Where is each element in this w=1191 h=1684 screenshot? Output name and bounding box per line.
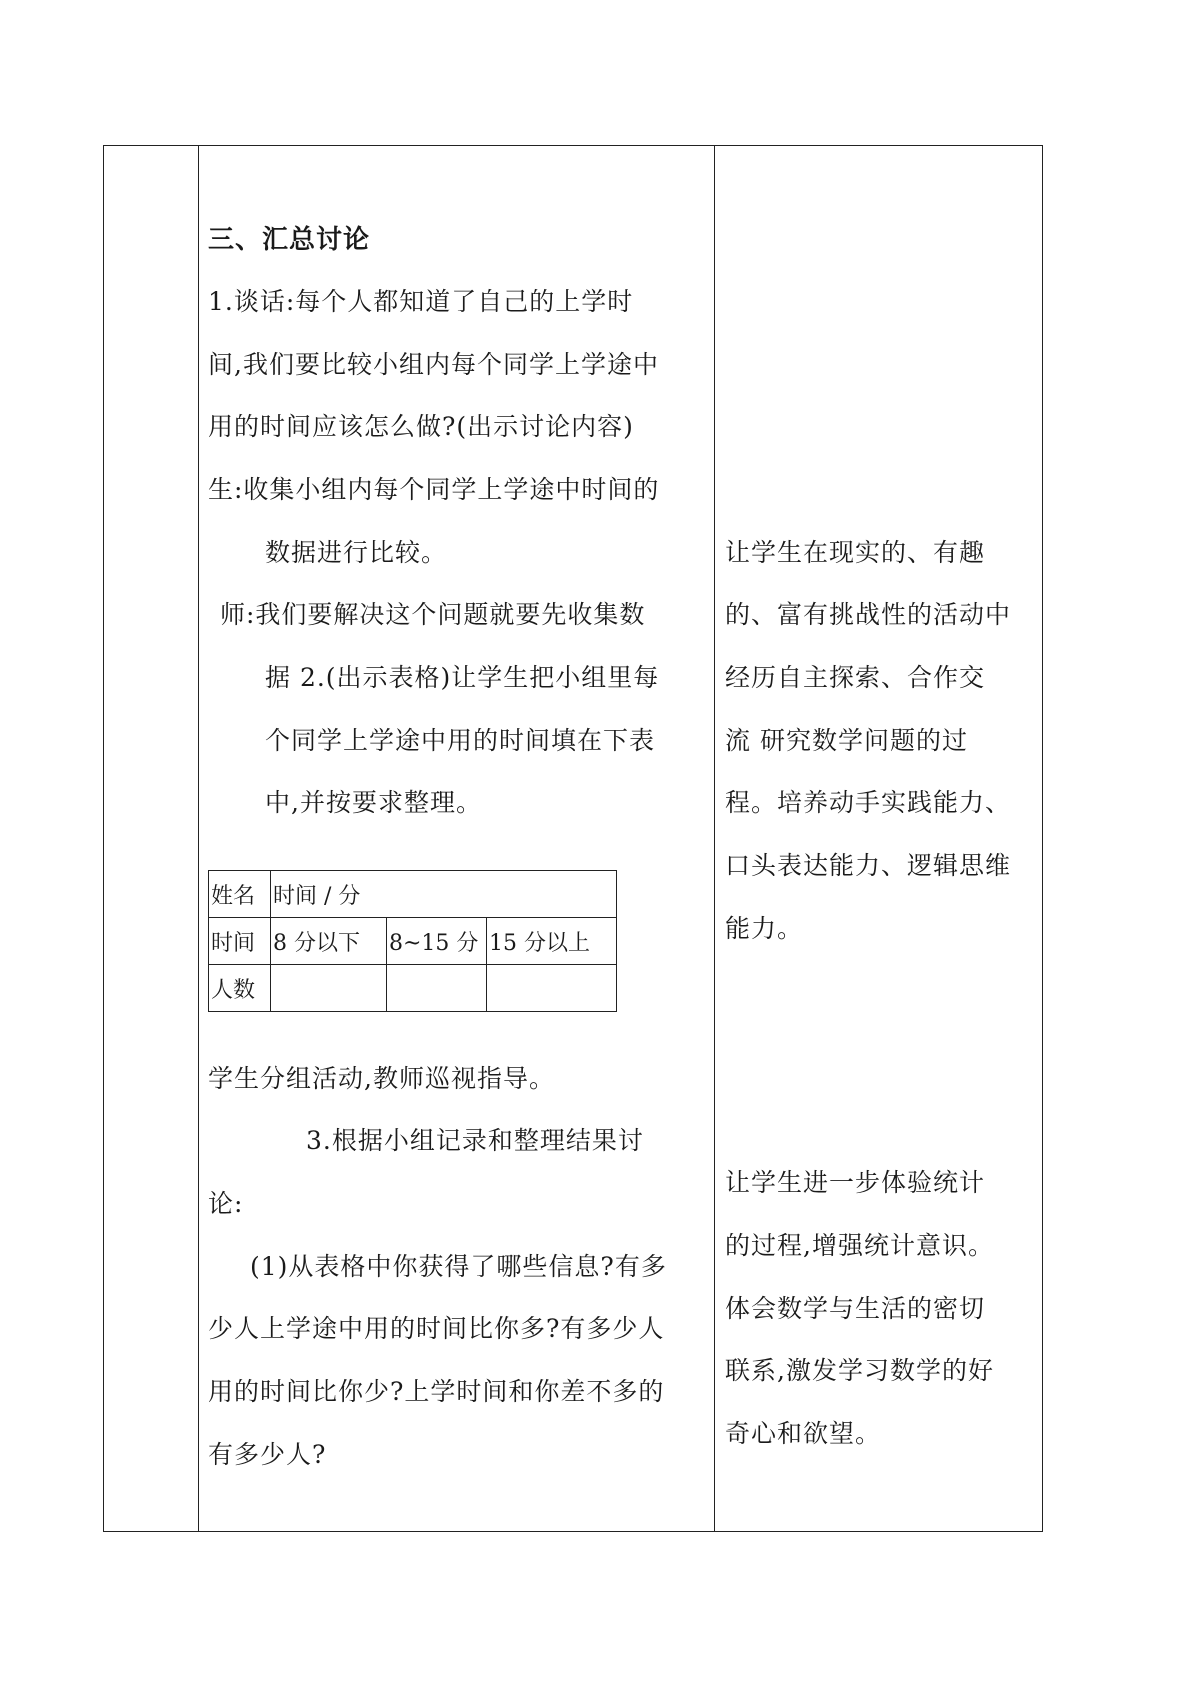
table-cell — [271, 965, 387, 1012]
note-line: 体会数学与生活的密切 — [725, 1294, 986, 1323]
table-row — [209, 871, 617, 918]
note-line: 能力。 — [725, 914, 804, 943]
main-line: 用的时间应该怎么做?(出示讨论内容) — [208, 412, 634, 441]
main-line: 个同学上学途中用的时间填在下表 — [265, 726, 656, 755]
table-cell — [387, 965, 487, 1012]
note-line: 的过程,增强统计意识。 — [725, 1231, 994, 1260]
table-cell: 15 分以上 — [487, 918, 617, 965]
table-row — [209, 918, 617, 965]
note-line: 程。培养动手实践能力、 — [725, 788, 1012, 817]
main-line: 3.根据小组记录和整理结果讨 — [306, 1126, 644, 1155]
main-line: 据 2.(出示表格)让学生把小组里每 — [265, 663, 660, 692]
note-line: 让学生进一步体验统计 — [725, 1168, 986, 1197]
main-line: 间,我们要比较小组内每个同学上学途中 — [208, 350, 659, 379]
note-line: 流 研究数学问题的过 — [725, 726, 968, 755]
main-line: 论: — [208, 1189, 244, 1218]
main-line: (1)从表格中你获得了哪些信息?有多 — [250, 1252, 667, 1281]
main-line: 学生分组活动,教师巡视指导。 — [208, 1064, 555, 1093]
main-line: 少人上学途中用的时间比你多?有多少人 — [208, 1314, 665, 1343]
column-divider-right — [714, 146, 715, 1531]
table-cell: 姓名 — [209, 871, 271, 918]
note-line: 经历自主探索、合作交 — [725, 663, 986, 692]
time-survey-table — [208, 870, 617, 1012]
table-cell — [487, 965, 617, 1012]
main-line: 师:我们要解决这个问题就要先收集数 — [220, 600, 646, 629]
main-line: 生:收集小组内每个同学上学途中时间的 — [208, 475, 660, 504]
main-line: 有多少人? — [208, 1440, 327, 1469]
main-line: 数据进行比较。 — [265, 538, 448, 567]
note-line: 让学生在现实的、有趣 — [725, 538, 986, 567]
main-line: 1.谈话:每个人都知道了自己的上学时 — [208, 287, 634, 316]
table-row — [209, 965, 617, 1012]
note-line: 联系,激发学习数学的好 — [725, 1356, 994, 1385]
table-cell: 时间 — [209, 918, 271, 965]
note-line: 的、富有挑战性的活动中 — [725, 600, 1012, 629]
main-line: 用的时间比你少?上学时间和你差不多的 — [208, 1377, 665, 1406]
table-cell: 人数 — [209, 965, 271, 1012]
main-line: 中,并按要求整理。 — [265, 788, 482, 817]
table-cell: 8~15 分 — [387, 918, 487, 965]
column-divider-left — [198, 146, 199, 1531]
table-cell: 8 分以下 — [271, 918, 387, 965]
note-line: 口头表达能力、逻辑思维 — [725, 851, 1012, 880]
note-line: 奇心和欲望。 — [725, 1419, 882, 1448]
table-cell: 时间 / 分 — [271, 871, 617, 918]
section-heading: 三、汇总讨论 — [208, 225, 371, 255]
